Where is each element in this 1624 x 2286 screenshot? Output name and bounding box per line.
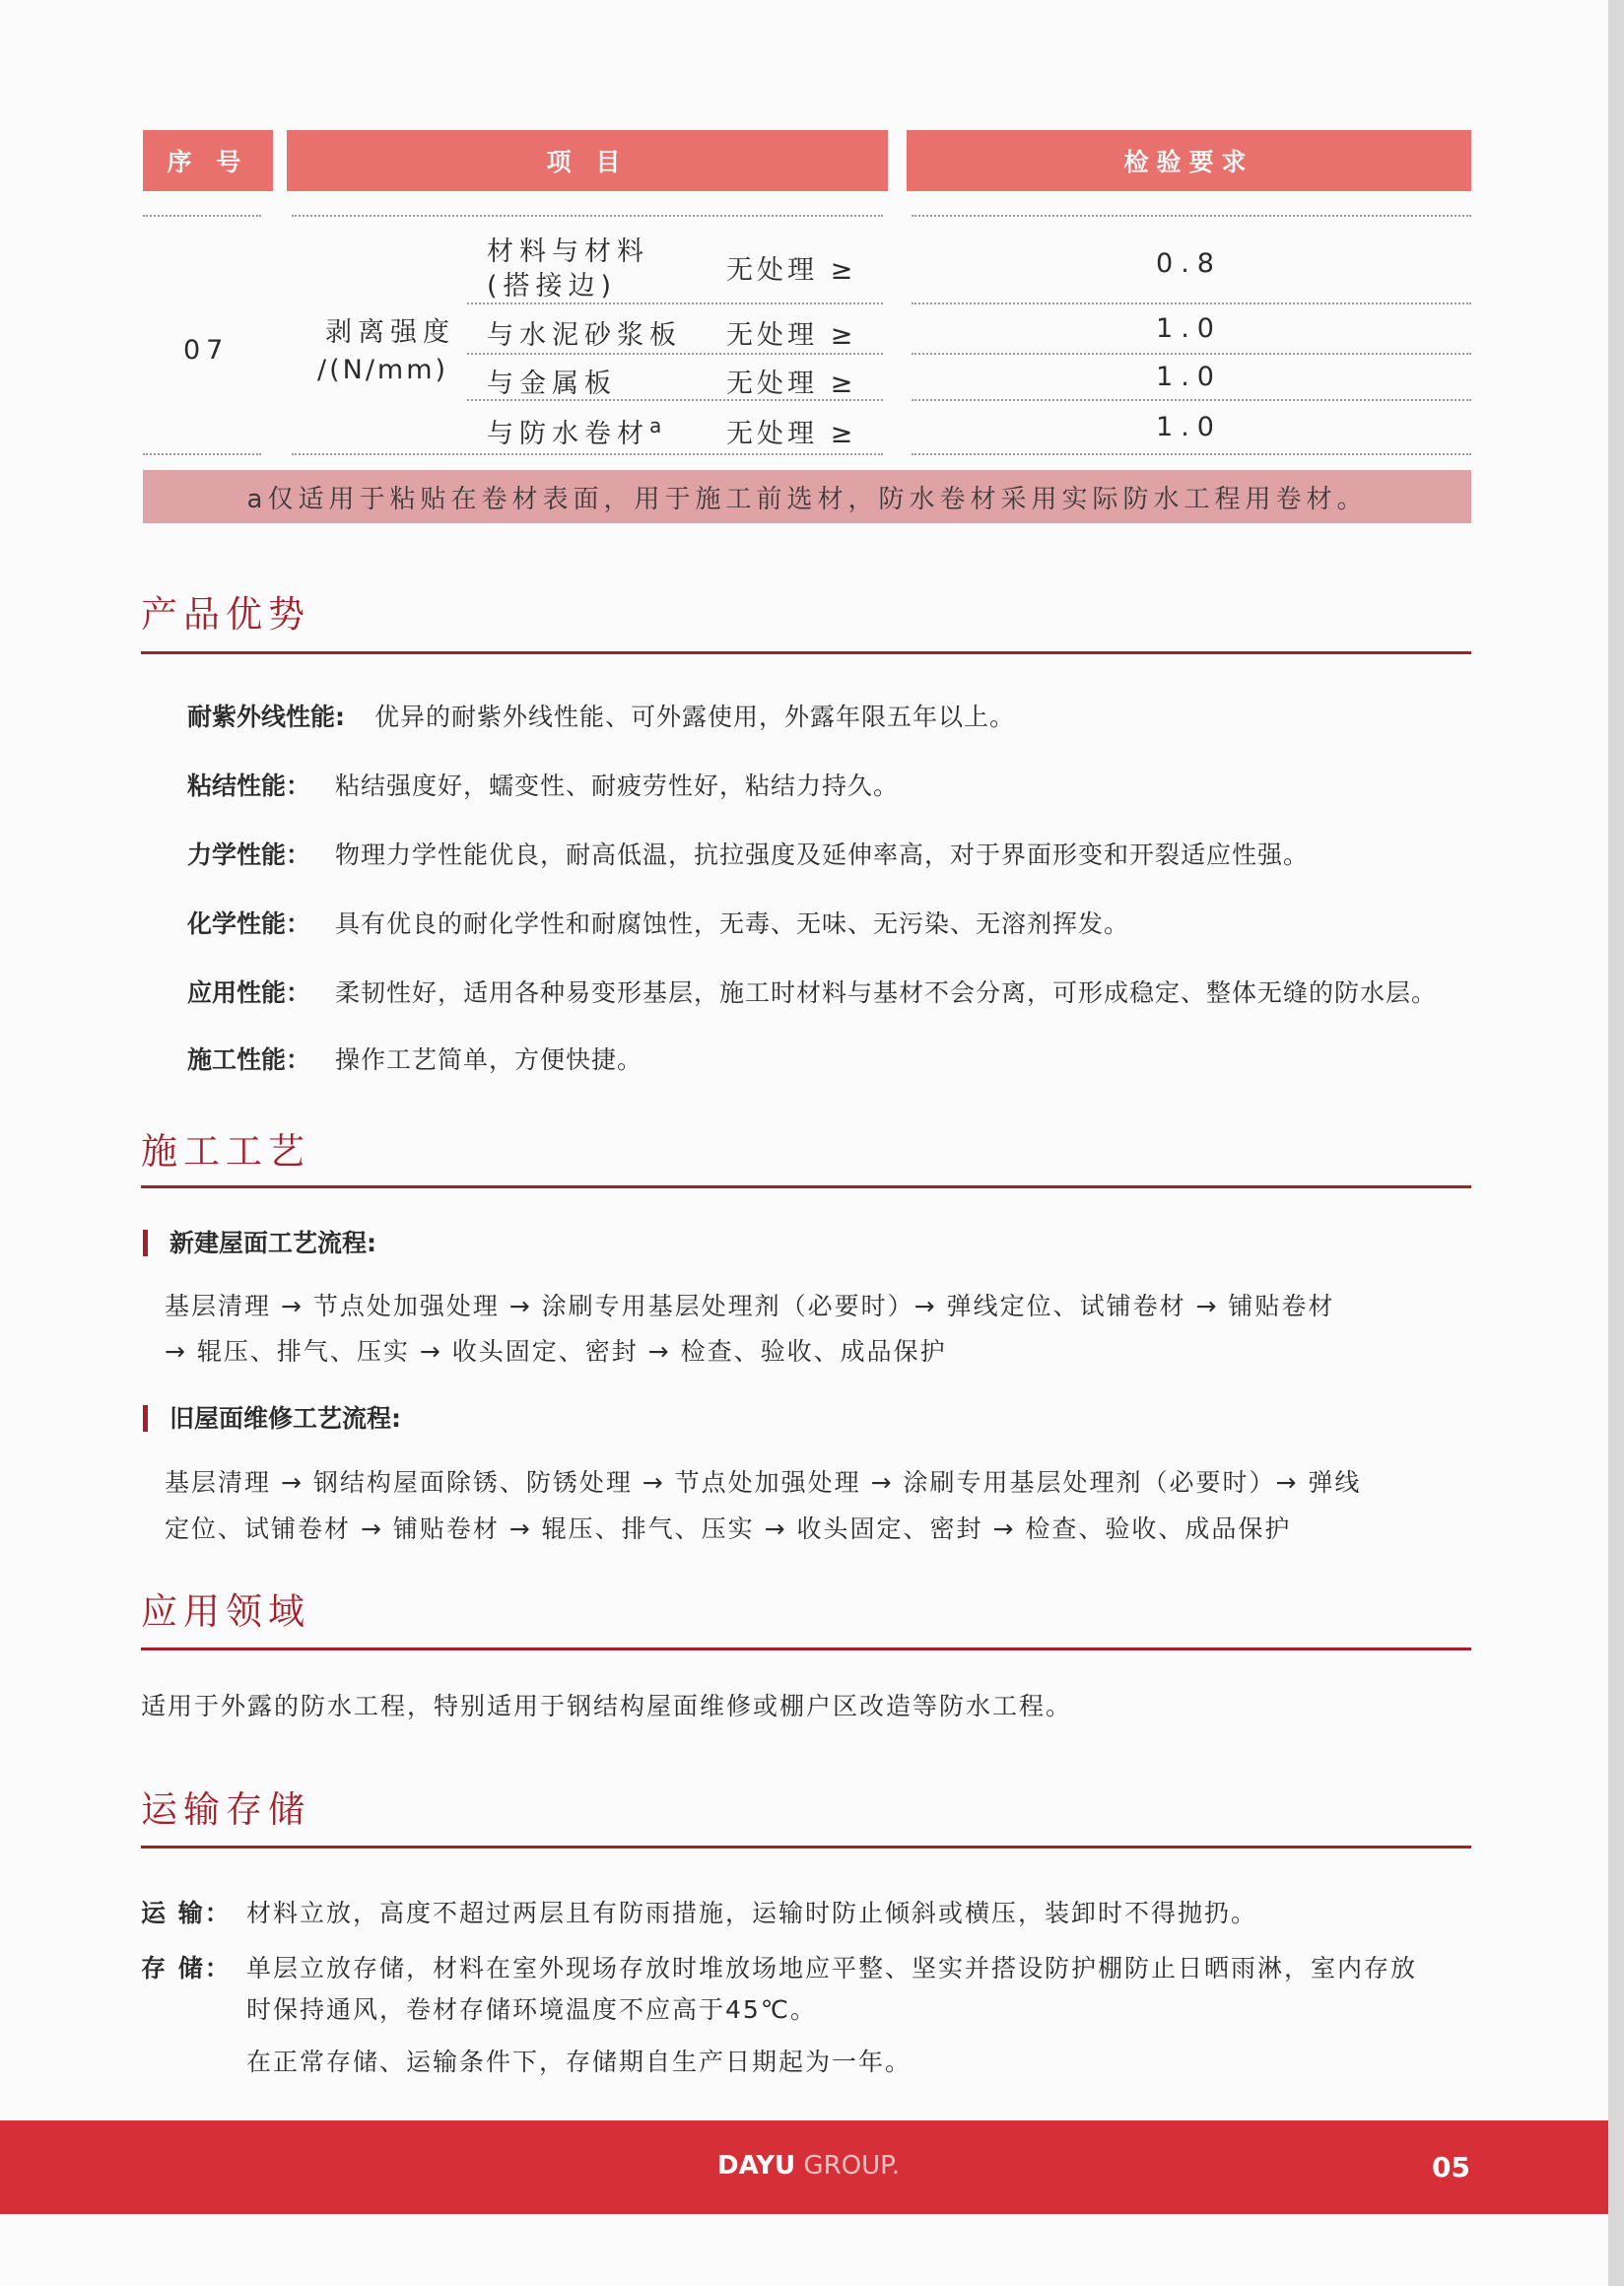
row-item-sub: (搭接边) <box>487 271 618 302</box>
storage-text: 时保持通风，卷材存储环境温度不应高于45℃。 <box>246 1995 817 2024</box>
application-text: 适用于外露的防水工程，特别适用于钢结构屋面维修或棚户区改造等防水工程。 <box>141 1692 1073 1720</box>
page-edge <box>1608 0 1624 2286</box>
subheading-new-roof: 新建屋面工艺流程: <box>143 1230 376 1256</box>
row-treatment: 无处理 ≥ <box>726 369 857 399</box>
row-value: 1.0 <box>1156 412 1222 442</box>
section-divider <box>141 1185 1471 1188</box>
process-flow-line: 基层清理 → 节点处加强处理 → 涂刷专用基层处理剂（必要时）→ 弹线定位、试铺卷材 → 铺贴卷材 <box>165 1292 1335 1320</box>
footnote-marker: a <box>649 414 668 437</box>
table-footnote: a仅适用于粘贴在卷材表面，用于施工前选材，防水卷材采用实际防水工程用卷材。 <box>143 470 1471 523</box>
process-flow-line: → 辊压、排气、压实 → 收头固定、密封 → 检查、验收、成品保护 <box>165 1337 947 1366</box>
row-treatment: 无处理 ≥ <box>726 419 857 449</box>
brand-logo <box>717 2151 900 2181</box>
divider <box>912 453 1471 455</box>
storage-text: 在正常存储、运输条件下，存储期自生产日期起为一年。 <box>246 2048 913 2076</box>
divider <box>912 215 1471 217</box>
storage-label: 存 储： <box>141 1954 232 1983</box>
row-treatment: 无处理 ≥ <box>726 255 857 286</box>
divider <box>143 215 261 217</box>
section-title-storage: 运输存储 <box>141 1788 310 1831</box>
row-treatment: 无处理 ≥ <box>726 320 857 351</box>
feature-text: 优异的耐紫外线性能、可外露使用，外露年限五年以上。 <box>374 703 1016 731</box>
row-item: 与水泥砂浆板 <box>487 320 682 351</box>
transport-label: 运 输： <box>141 1899 232 1927</box>
section-title-advantages: 产品优势 <box>141 593 310 636</box>
divider <box>292 215 883 217</box>
group-label: 剥离强度 <box>325 317 455 348</box>
row-item <box>487 412 667 450</box>
section-divider <box>141 1647 1471 1650</box>
divider <box>292 453 883 455</box>
section-title-process: 施工工艺 <box>141 1130 310 1173</box>
feature-label: 施工性能： <box>187 1045 311 1074</box>
process-flow-line: 定位、试铺卷材 → 铺贴卷材 → 辊压、排气、压实 → 收头固定、密封 → 检查、验收、成品保护 <box>165 1514 1292 1543</box>
process-flow-line: 基层清理 → 钢结构屋面除锈、防锈处理 → 节点处加强处理 → 涂刷专用基层处理剂（必要时）→ 弹线 <box>165 1468 1362 1497</box>
feature-text: 粘结强度好，蠕变性、耐疲劳性好，粘结力持久。 <box>335 772 900 800</box>
section-divider <box>141 1846 1471 1849</box>
divider <box>467 399 883 401</box>
divider <box>143 453 261 455</box>
feature-text: 操作工艺简单，方便快捷。 <box>335 1045 643 1074</box>
divider <box>467 303 883 304</box>
row-item: 材料与材料 <box>487 236 649 267</box>
feature-text: 具有优良的耐化学性和耐腐蚀性，无毒、无味、无污染、无溶剂挥发。 <box>335 909 1130 938</box>
divider <box>467 353 883 355</box>
divider <box>912 399 1471 401</box>
row-value: 1.0 <box>1156 362 1222 392</box>
header-requirement: 检验要求 <box>907 130 1471 191</box>
subheading-old-roof: 旧屋面维修工艺流程: <box>143 1405 401 1432</box>
brand-name: DAYU <box>717 2151 796 2181</box>
section-title-application: 应用领域 <box>141 1590 310 1633</box>
feature-label: 耐紫外线性能: <box>187 703 345 731</box>
row-item: 与金属板 <box>487 369 617 399</box>
feature-label: 化学性能： <box>187 909 311 938</box>
page-number: 05 <box>1432 2151 1470 2184</box>
feature-text: 柔韧性好，适用各种易变形基层，施工时材料与基材不会分离，可形成稳定、整体无缝的防水层。 <box>335 978 1438 1007</box>
header-no: 序 号 <box>143 130 273 191</box>
divider <box>912 303 1471 304</box>
feature-label: 力学性能： <box>187 840 311 869</box>
divider <box>912 353 1471 355</box>
row-value: 1.0 <box>1156 313 1222 344</box>
brand-suffix: GROUP. <box>795 2151 901 2181</box>
row-item-text: 与防水卷材 <box>487 419 649 449</box>
storage-text: 单层立放存储，材料在室外现场存放时堆放场地应平整、坚实并搭设防护棚防止日晒雨淋，室内存放 <box>246 1954 1418 1983</box>
transport-text: 材料立放，高度不超过两层且有防雨措施，运输时防止倾斜或横压，装卸时不得抛扔。 <box>246 1899 1258 1927</box>
group-unit: /(N/mm) <box>317 355 449 385</box>
section-divider <box>141 651 1471 654</box>
feature-text: 物理力学性能优良，耐高低温，抗拉强度及延伸率高，对于界面形变和开裂适应性强。 <box>335 840 1310 869</box>
feature-label: 粘结性能： <box>187 772 311 800</box>
row-value: 0.8 <box>1156 248 1222 279</box>
row-number: 07 <box>183 335 230 366</box>
feature-label: 应用性能： <box>187 978 311 1007</box>
header-item: 项 目 <box>287 130 888 191</box>
